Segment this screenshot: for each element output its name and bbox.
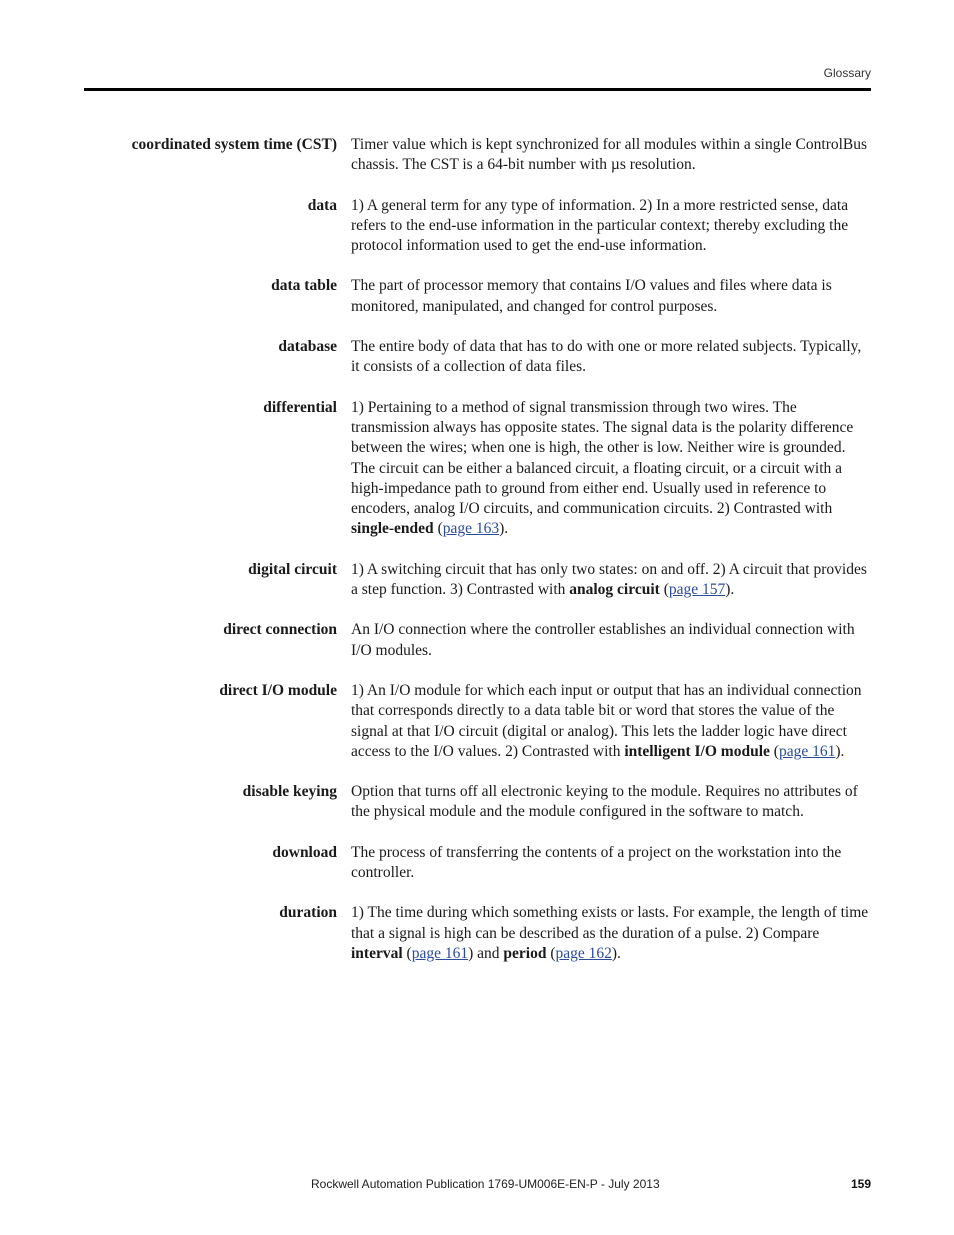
glossary-entry [84, 196, 871, 257]
glossary-entry [84, 782, 871, 823]
definition-text: ( [659, 581, 669, 599]
glossary-definition [351, 276, 871, 317]
definition-text: 1) An I/O module for which each input or output that has an individual connection that corresponds directly to a data table bit or word that stores the value of the signal at that I/O circuit (digital or analog). This lets the ladder logic have direct access to the I/O values. 2) Contrasted with [351, 681, 862, 760]
definition-text: Option that turns off all electronic keying to the module. Requires no attributes of the physical module and the module configured in the software to match. [351, 783, 858, 821]
glossary-entry [84, 903, 871, 964]
section-header: Glossary [823, 66, 871, 80]
definition-text: 1) The time during which something exists or lasts. For example, the length of time that a signal is high can be described as the duration of a pulse. 2) Compare [351, 904, 869, 942]
definition-text: 1) A switching circuit that has only two states: on and off. 2) A circuit that provides a step function. 3) Contrasted with [351, 560, 867, 599]
glossary-entry [84, 398, 871, 540]
glossary-term: download [272, 843, 337, 861]
definition-text: ). [725, 581, 735, 599]
cross-reference-term: single-ended [351, 520, 434, 538]
page-reference-link[interactable]: page 161 [778, 742, 836, 760]
definition-text: ). [835, 742, 845, 760]
glossary-entry [84, 681, 871, 762]
definition-text: ). [611, 944, 621, 962]
glossary-term: digital circuit [248, 560, 337, 578]
glossary-definition [351, 398, 871, 540]
glossary-term: database [278, 338, 337, 356]
header-divider [84, 88, 871, 91]
cross-reference-term: period [503, 944, 547, 962]
page-reference-link[interactable]: page 163 [442, 520, 500, 538]
glossary-term: coordinated system time (CST) [131, 136, 337, 153]
glossary-entry [84, 843, 871, 884]
glossary-term: data table [271, 277, 337, 295]
glossary-definition [351, 843, 871, 884]
definition-text: ). [499, 520, 509, 538]
page-reference-link[interactable]: page 162 [555, 944, 612, 962]
definition-text: ( [402, 944, 412, 962]
definition-text: ( [433, 520, 443, 538]
glossary-term: direct connection [223, 621, 337, 639]
definition-text: ( [546, 944, 556, 962]
page-reference-link[interactable]: page 161 [411, 944, 469, 962]
definition-text: 1) Pertaining to a method of signal transmission through two wires. The transmission always has opposite states. The signal data is the polarity difference between the wires; when one is high, the other is low. Neither wire is grounded. The circuit can be either a balanced circuit, a floating circuit, or a circuit with a high-impedance path to ground from either end. Usually used in reference to encoders, analog I/O circuits, and communication circuits. 2) Contrasted with [351, 398, 854, 518]
glossary-entry [84, 337, 871, 378]
glossary-term: duration [279, 904, 337, 922]
glossary-definition [351, 560, 871, 601]
glossary-definition [351, 135, 871, 176]
glossary-definition [351, 903, 871, 964]
glossary-term: direct I/O module [219, 681, 337, 699]
definition-text: ) and [468, 944, 504, 962]
page-number: 159 [850, 1177, 871, 1191]
glossary-definition [351, 681, 871, 762]
definition-text: The entire body of data that has to do with one or more related subjects. Typically, it consists of a collection of data files. [351, 338, 862, 376]
definition-text: 1) A general term for any type of information. 2) In a more restricted sense, data refers to the end-use information in the particular context; thereby excluding the protocol information used to get the end-use information. [351, 196, 849, 255]
cross-reference-term: intelligent I/O module [624, 742, 770, 760]
glossary-list [84, 135, 871, 984]
publication-footer: Rockwell Automation Publication 1769-UM006E-EN-P - July 2013 [311, 1177, 660, 1191]
cross-reference-term: analog circuit [569, 581, 660, 599]
glossary-definition [351, 620, 871, 661]
glossary-definition [351, 196, 871, 257]
cross-reference-term: interval [351, 944, 403, 962]
definition-text: Timer value which is kept synchronized for all modules within a single ControlBus chassis. The CST is a 64-bit number with µs resolution. [351, 136, 868, 174]
definition-text: The part of processor memory that contains I/O values and files where data is monitored, manipulated, and changed for control purposes. [351, 277, 832, 315]
page-reference-link[interactable]: page 157 [668, 581, 726, 599]
glossary-definition [351, 782, 871, 823]
definition-text: An I/O connection where the controller establishes an individual connection with I/O modules. [351, 621, 855, 659]
glossary-entry [84, 620, 871, 661]
glossary-term: data [307, 196, 337, 214]
glossary-entry [84, 135, 871, 176]
glossary-definition [351, 337, 871, 378]
glossary-entry [84, 276, 871, 317]
glossary-term: disable keying [242, 783, 337, 801]
definition-text: ( [769, 742, 779, 760]
glossary-entry [84, 560, 871, 601]
definition-text: The process of transferring the contents of a project on the workstation into the controller. [351, 843, 842, 882]
glossary-term: differential [263, 398, 337, 416]
